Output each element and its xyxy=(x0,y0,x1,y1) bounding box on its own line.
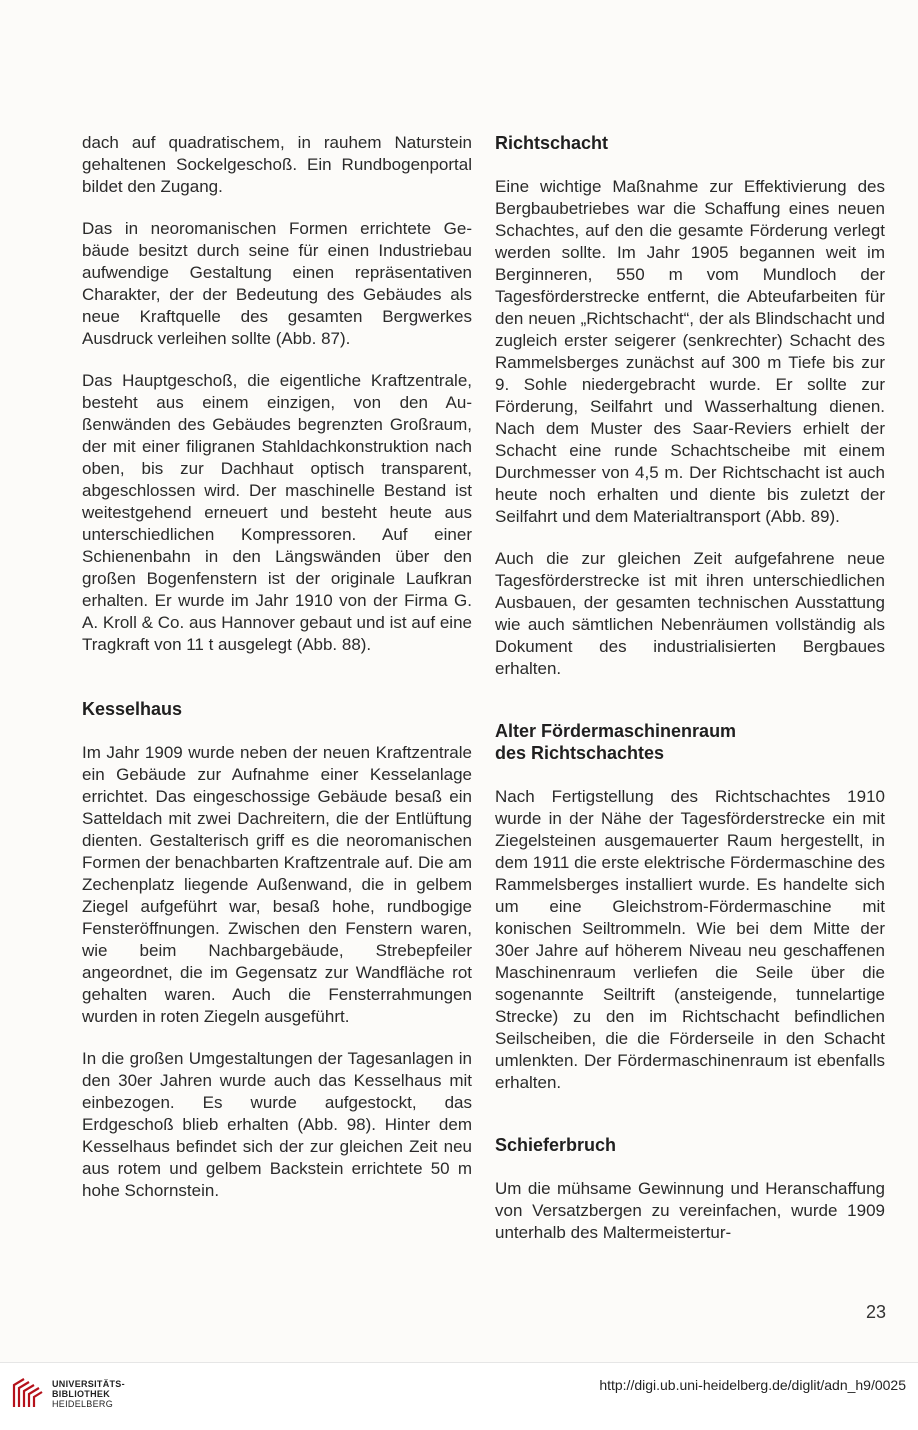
page-number: 23 xyxy=(865,1302,886,1322)
section-heading-kesselhaus: Kesselhaus xyxy=(82,699,183,719)
section-heading-foerdermaschinenraum xyxy=(495,720,885,764)
paragraph: Das in neoromanischen Formen errichtete Gebäude besitzt durch seine für einen Industriebau aufwendige Gestaltung einen repräsentativen Charakter, der der Bedeutung des Gebäudes als neue Kraftquelle des gesamten Bergwerkes Ausdruck verleihen sollte (Abb. 87). xyxy=(82,219,472,348)
library-name-line: UNIVERSITÄTS- xyxy=(52,1379,125,1389)
heading-line: Alter Fördermaschinenraum xyxy=(495,721,737,741)
paragraph: Im Jahr 1909 wurde neben der neuen Kraftzentrale ein Gebäude zur Aufnahme einer Kesselanlage errichtet. Das eingeschossige Gebäude besaß ein Satteldach mit zwei Dachreitern, die der Entlüftung dienten. Gestalterisch griff es die neoromanischen Formen der benachbarten Kraftzentrale auf. Die am Zechenplatz liegende Außenwand, die in gelbem Ziegel aufgeführt war, besaß hohe, rundbogige Fensteröffnungen. Zwischen den Fenstern waren, wie beim Nachbargebäude, Strebepfeiler angeordnet, die im Gegensatz zur Wandfläche rot gehalten waren. Auch die Fensterrahmungen wurden in roten Ziegeln ausgeführt. xyxy=(82,743,472,1026)
paragraph: Um die mühsame Gewinnung und Heranschaffung von Versatzbergen zu vereinfachen, wurde 1909 unterhalb des Maltermeistertur- xyxy=(495,1179,885,1242)
library-name-line: BIBLIOTHEK xyxy=(52,1389,110,1399)
library-name xyxy=(52,1379,125,1409)
paragraph: Eine wichtige Maßnahme zur Effektivierung des Bergbaubetriebes war die Schaffung eines neuen Schachtes, auf den die gesamte Förderung verlegt werden sollte. Im Jahr 1905 begannen weit im Berginneren, 550 m vom Mundloch der Tagesförderstrecke entfernt, die Abteufarbeiten für den neuen „Richtschacht“, der als Blindschacht und zugleich erster seigerer (senkrechter) Schacht des Rammelsberges zunächst auf 300 m Tiefe bis zur 9. Sohle niedergebracht wurde. Er sollte zur Förderung, Seilfahrt und Wasserhaltung dienen. Nach dem Muster des Saar-Reviers erhielt der Schacht eine runde Schachtscheibe mit einem Durchmesser von 4,5 m. Der Richtschacht ist auch heute noch erhalten und diente bis zuletzt der Seilfahrt und dem Materialtransport (Abb. 89). xyxy=(495,177,885,526)
left-column xyxy=(82,132,472,1222)
source-url-link[interactable]: http://digi.ub.uni-heidelberg.de/diglit/adn_h9/0025 xyxy=(599,1377,906,1393)
paragraph: Nach Fertigstellung des Richtschachtes 1910 wurde in der Nähe der Tagesförderstrecke ein mit Ziegelsteinen ausgemauerter Raum hergestellt, in dem 1911 die erste elektrische Fördermaschine des Rammelsberges installiert wurde. Es handelte sich um eine Gleichstrom-Fördermaschine mit konischen Seiltrommeln. Wie bei dem Mitte der 30er Jahre auf höherem Niveau neu geschaffenen Maschinenraum verliefen die Seile über die sogenannte Seiltrift (ansteigende, tunnelartige Strecke) zu den im Richtschacht befindlichen Seilscheiben, die die Förderseile in den Schacht umlenkten. Der Fördermaschinenraum ist ebenfalls erhalten. xyxy=(495,787,885,1092)
right-column xyxy=(495,132,885,1264)
section-heading-richtschacht: Richtschacht xyxy=(495,133,609,153)
library-logo-icon[interactable] xyxy=(10,1375,46,1411)
section-heading-schieferbruch: Schieferbruch xyxy=(495,1135,617,1155)
library-name-line: HEIDELBERG xyxy=(52,1399,114,1409)
paragraph: dach auf quadratischem, in rauhem Naturstein gehaltenen Sockelgeschoß. Ein Rundbogenportal bildet den Zugang. xyxy=(82,133,472,196)
paragraph: In die großen Umgestaltungen der Tagesanlagen in den 30er Jahren wurde auch das Kesselhaus mit einbezogen. Es wurde aufgestockt, das Erdgeschoß blieb erhalten (Abb. 98). Hinter dem Kesselhaus befindet sich der zur gleichen Zeit neu aus rotem und gelbem Backstein errichtete 50 m hohe Schornstein. xyxy=(82,1049,472,1200)
heading-line: des Richtschachtes xyxy=(495,743,665,763)
footer-bar xyxy=(0,1362,918,1430)
paragraph: Auch die zur gleichen Zeit aufgefahrene neue Tagesförderstrecke ist mit ihren unterschiedlichen Ausbauen, der gesamten technischen Ausstattung wie auch sämtlichen Nebenräumen vollständig als Dokument des industrialisierten Bergbaues erhalten. xyxy=(495,549,885,678)
paragraph: Das Hauptgeschoß, die eigentliche Kraftzentrale, besteht aus einem einzigen, von den Außenwänden des Gebäudes begrenzten Großraum, der mit einer filigranen Stahldachkonstruktion nach oben, bis zur Dachhaut optisch transparent, abgeschlossen wird. Der maschinelle Bestand ist weitestgehend erneuert und besteht heute aus unterschiedlichen Kompressoren. Auf einer Schienenbahn in den Längswänden über den großen Bogenfenstern ist der originale Laufkran erhalten. Er wurde im Jahr 1910 von der Firma G. A. Kroll & Co. aus Hannover gebaut und ist auf eine Tragkraft von 11 t ausgelegt (Abb. 88). xyxy=(82,371,472,654)
